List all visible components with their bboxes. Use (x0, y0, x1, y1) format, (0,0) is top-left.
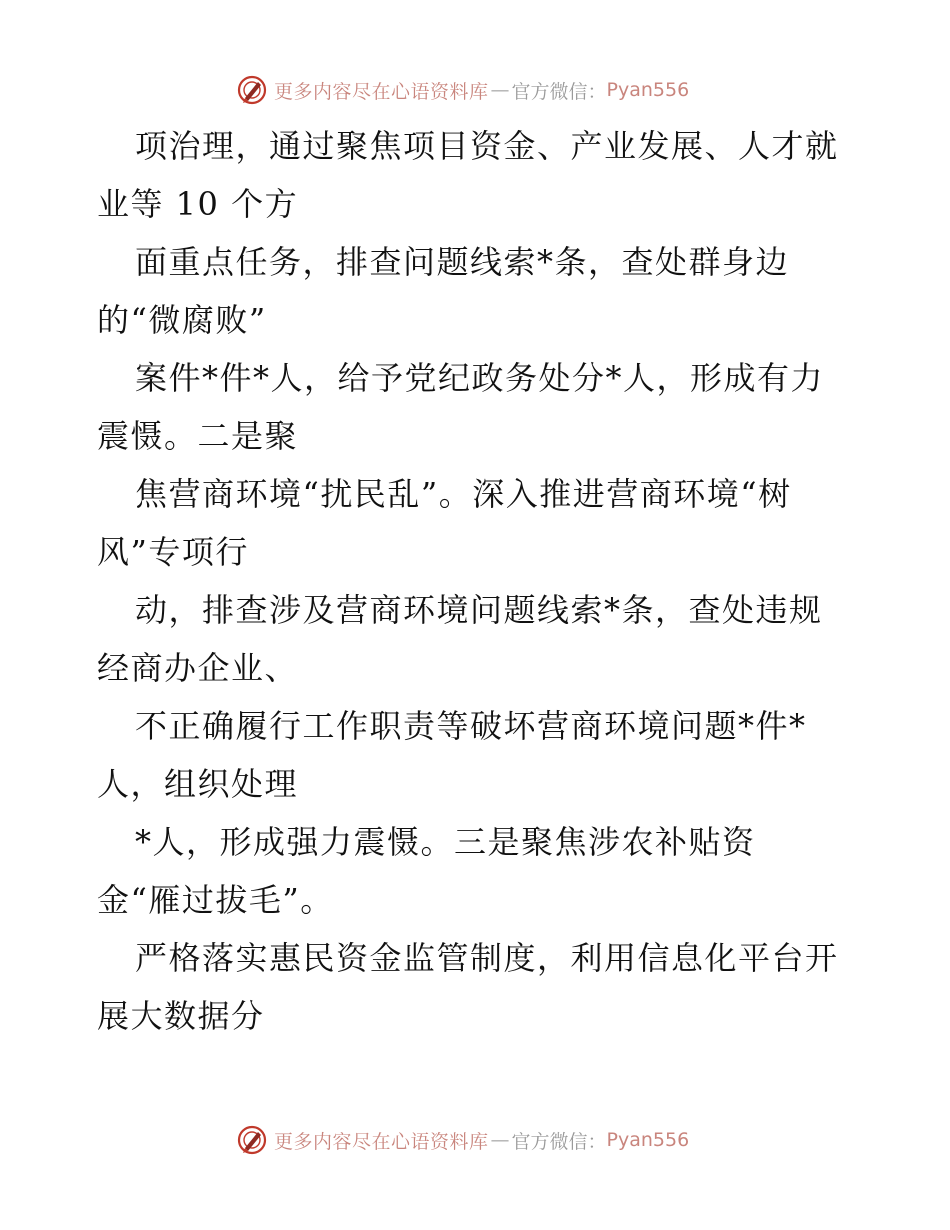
body-line-11: 不正确履行工作职责等破坏营商环境问题*件* (135, 707, 807, 745)
body-line-10: 经商办企业、 (97, 649, 299, 687)
body-line-1: 项治理，通过聚焦项目资金、产业发展、人才就 (135, 127, 839, 165)
body-line-7: 焦营商环境“扰民乱”。深入推进营商环境“树 (135, 475, 792, 513)
body-line-14: 金“雁过拔毛”。 (97, 881, 334, 919)
watermark-site-text: 更多内容尽在心语资料库 (274, 1130, 489, 1153)
body-line-9: 动，排查涉及营商环境问题线索*条，查处违规 (135, 591, 823, 629)
watermark-site-text: 更多内容尽在心语资料库 (274, 80, 489, 103)
body-line-5: 案件*件*人，给予党纪政务处分*人，形成有力 (135, 359, 825, 397)
watermark-wechat-label: 官方微信： (511, 80, 607, 103)
watermark-separator: — (490, 79, 510, 101)
watermark-separator: — (490, 1129, 510, 1151)
footer-watermark (236, 1123, 689, 1157)
body-line-12: 人，组织处理 (97, 765, 299, 803)
body-line-4: 的“微腐败” (97, 301, 267, 339)
fountain-pen-icon (236, 1124, 268, 1156)
watermark-wechat-label: 官方微信： (511, 1130, 607, 1153)
header-watermark (236, 73, 689, 107)
body-line-13: *人，形成强力震慑。三是聚焦涉农补贴资 (135, 823, 756, 861)
fountain-pen-icon (236, 74, 268, 106)
watermark-wechat-id: Pyan556 (606, 79, 690, 101)
body-line-2: 业等 10 个方 (97, 185, 299, 223)
body-line-6: 震慑。二是聚 (97, 417, 299, 455)
body-line-8: 风”专项行 (97, 533, 249, 571)
body-line-3: 面重点任务，排查问题线索*条，查处群身边 (135, 243, 790, 281)
body-line-15: 严格落实惠民资金监管制度，利用信息化平台开 (135, 939, 839, 977)
body-line-16: 展大数据分 (97, 997, 265, 1035)
watermark-wechat-id: Pyan556 (606, 1129, 690, 1151)
